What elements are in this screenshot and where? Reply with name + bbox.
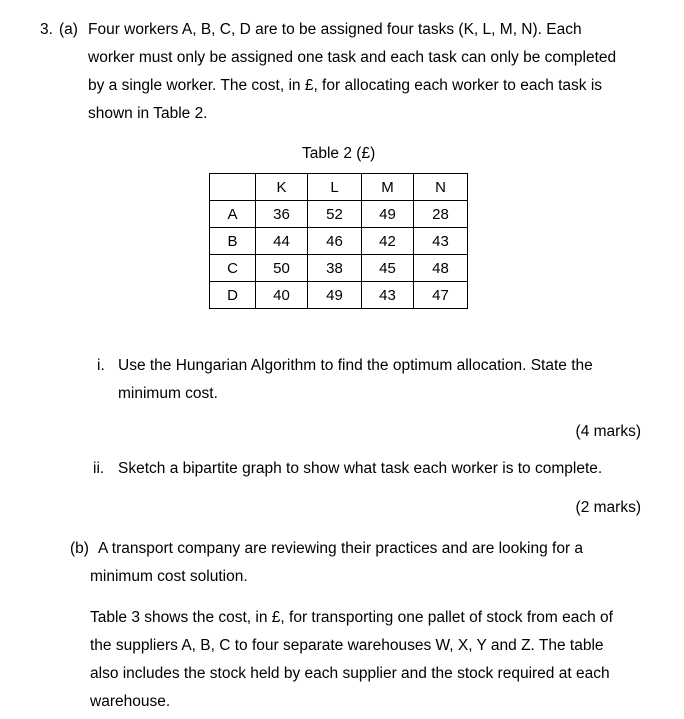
subpart-i-line: minimum cost. (118, 385, 218, 402)
part-b-paragraph (90, 604, 613, 716)
table-cell: 28 (414, 201, 468, 228)
table-row (210, 228, 468, 255)
table-cell: 49 (308, 282, 362, 309)
table-cell: 36 (256, 201, 308, 228)
question-number: 3. (40, 21, 53, 38)
table-cell: 47 (414, 282, 468, 309)
table-cell: 43 (414, 228, 468, 255)
table-cell: 42 (362, 228, 414, 255)
row-label-cell: D (210, 282, 256, 309)
table-row (210, 282, 468, 309)
table-cell: 50 (256, 255, 308, 282)
table-header-row (210, 174, 468, 201)
part-b-para-line: warehouse. (90, 693, 171, 710)
subpart-i-line: Use the Hungarian Algorithm to find the optimum allocation. State the (118, 357, 593, 374)
table-header-cell: K (256, 174, 308, 201)
part-a-line: shown in Table 2. (88, 105, 208, 122)
table-cell: 38 (308, 255, 362, 282)
table-row (210, 255, 468, 282)
subpart-i-marks: (4 marks) (575, 423, 641, 440)
table-cell: 43 (362, 282, 414, 309)
table-caption: Table 2 (£) (302, 145, 376, 162)
row-label-cell: B (210, 228, 256, 255)
table-cell: 49 (362, 201, 414, 228)
table-row (210, 201, 468, 228)
subpart-ii-label: ii. (93, 460, 105, 477)
table-header-cell: L (308, 174, 362, 201)
part-b-text (90, 535, 583, 591)
part-a-line: by a single worker. The cost, in £, for allocating each worker to each task is (88, 77, 603, 94)
part-b-line: A transport company are reviewing their practices and are looking for a (98, 540, 584, 557)
table-header-cell: N (414, 174, 468, 201)
table-header-cell: M (362, 174, 414, 201)
part-b-para-line: Table 3 shows the cost, in £, for transporting one pallet of stock from each of (90, 609, 613, 626)
part-b-line: minimum cost solution. (90, 568, 248, 585)
table-cell: 46 (308, 228, 362, 255)
table-cell: 48 (414, 255, 468, 282)
part-a-line: worker must only be assigned one task and each task can only be completed (88, 49, 617, 66)
table-cell: 45 (362, 255, 414, 282)
subpart-i-text (118, 352, 593, 408)
part-a-text (88, 16, 616, 128)
part-b-label: (b) (70, 540, 89, 557)
table-cell: 40 (256, 282, 308, 309)
table-cell: 52 (308, 201, 362, 228)
subpart-ii-line: Sketch a bipartite graph to show what task each worker is to complete. (118, 460, 603, 477)
part-b-para-line: the suppliers A, B, C to four separate warehouses W, X, Y and Z. The table (90, 637, 604, 654)
table-cell: 44 (256, 228, 308, 255)
row-label-cell: A (210, 201, 256, 228)
row-label-cell: C (210, 255, 256, 282)
subpart-i-label: i. (97, 357, 105, 374)
subpart-ii-marks: (2 marks) (575, 499, 641, 516)
part-a-line: Four workers A, B, C, D are to be assigned four tasks (K, L, M, N). Each (88, 21, 582, 38)
subpart-ii-text (118, 455, 602, 483)
part-a-label: (a) (59, 21, 78, 38)
part-b-para-line: also includes the stock held by each supplier and the stock required at each (90, 665, 610, 682)
table-header-cell (210, 174, 256, 201)
cost-table (209, 173, 468, 309)
